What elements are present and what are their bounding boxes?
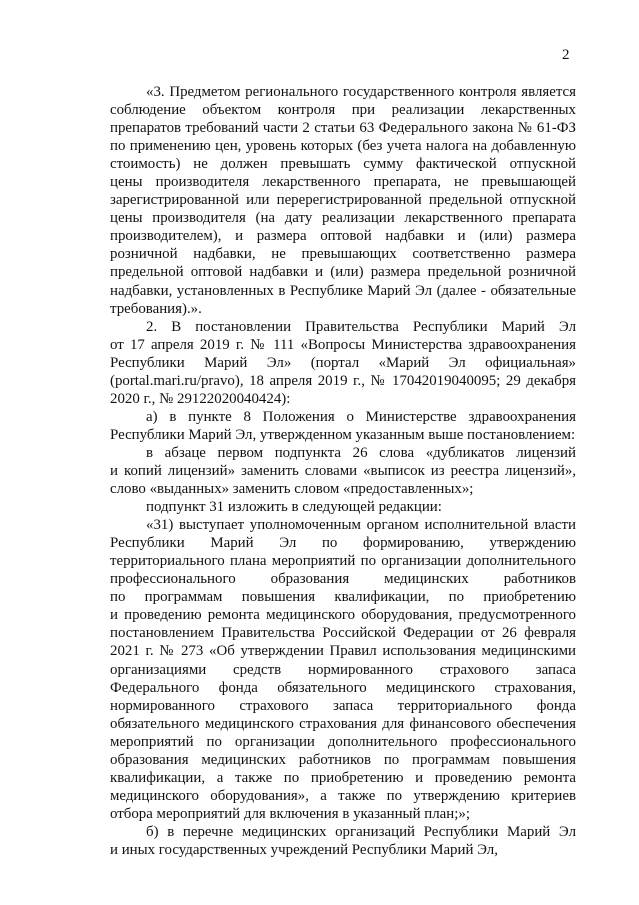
text-line: 2. В постановлении Правительства Республики Марий Эл: [146, 318, 576, 335]
text-line: стоимость) не должен превышать сумму фактической отпускной: [110, 156, 576, 173]
text-line: обязательного медицинского страхования для финансового обеспечения: [110, 715, 576, 732]
text-line: Республики Марий Эл по формированию, утверждению: [110, 535, 576, 552]
text-line: цены производителя (на дату реализации лекарственного препарата: [110, 210, 576, 227]
text-line: квалификации, а также по приобретению и проведению ремонта: [110, 769, 576, 786]
text-line: и иных государственных учреждений Республики Марий Эл,: [110, 841, 498, 858]
text-line: производителем), и размера оптовой надбавки и (или) размера: [110, 228, 576, 245]
text-line: Республики Марий Эл» (портал «Марий Эл официальная»: [110, 354, 576, 371]
document-body: [110, 83, 576, 859]
paragraph: [110, 498, 576, 516]
text-line: б) в перечне медицинских организаций Республики Марий Эл: [146, 823, 576, 840]
paragraph: [110, 83, 576, 318]
text-line: и проведению ремонта медицинского оборудования, предусмотренного: [110, 607, 576, 624]
text-line: Республики Марий Эл, утвержденном указанным выше постановлением:: [110, 426, 576, 443]
text-line: организациями средств нормированного страхового запаса: [110, 661, 576, 678]
paragraph: [110, 444, 576, 498]
text-line: территориального плана мероприятий по организации дополнительного: [110, 553, 576, 570]
text-line: зарегистрированной или перерегистрированной предельной отпускной: [110, 192, 576, 209]
paragraph: [110, 823, 576, 859]
text-line: 2020 г., № 29122020040424):: [110, 390, 291, 407]
text-line: 2021 г. № 273 «Об утверждении Правил использования медицинскими: [110, 643, 576, 660]
text-line: и копий лицензий» заменить словами «выписок из реестра лицензий»,: [110, 462, 576, 479]
paragraph: [110, 408, 576, 444]
paragraph: [110, 516, 576, 823]
text-line: «3. Предметом регионального государственного контроля является: [146, 84, 576, 100]
paragraph: [110, 318, 576, 408]
text-line: цены производителя лекарственного препарата, не превышающей: [110, 174, 576, 191]
text-line: розничной надбавки, не превышающих соответственно размера: [110, 246, 576, 263]
text-line: образования медицинских работников по программам повышения: [110, 751, 576, 768]
text-line: постановлением Правительства Российской Федерации от 26 февраля: [110, 625, 576, 642]
text-line: соблюдение объектом контроля при реализации лекарственных: [110, 102, 576, 119]
text-line: требования).».: [110, 300, 202, 317]
text-line: а) в пункте 8 Положения о Министерстве здравоохранения: [146, 408, 576, 425]
text-line: медицинского оборудования», а также по утверждению критериев: [110, 787, 576, 804]
page-number: 2: [562, 47, 570, 63]
text-line: предельной оптовой надбавки и (или) размера предельной розничной: [110, 264, 576, 281]
text-line: препаратов требований части 2 статьи 63 Федерального закона № 61-ФЗ: [110, 120, 576, 137]
text-line: (portal.mari.ru/pravo), 18 апреля 2019 г., № 17042019040095; 29 декабря: [110, 372, 576, 389]
text-line: надбавки, установленных в Республике Марий Эл (далее - обязательные: [110, 282, 576, 299]
text-line: по применению цен, уровень которых (без учета налога на добавленную: [110, 138, 576, 155]
text-line: профессионального образования медицинских работников: [110, 571, 576, 588]
text-line: слово «выданных» заменить словом «предоставленных»;: [110, 481, 474, 498]
text-line: в абзаце первом подпункта 26 слова «дубликатов лицензий: [146, 444, 576, 461]
text-line: нормированного страхового запаса территориального фонда: [110, 697, 576, 714]
text-line: по программам повышения квалификации, по приобретению: [110, 589, 576, 606]
text-line: отбора мероприятий для включения в указанный план;»;: [110, 805, 470, 822]
text-line: Федерального фонда обязательного медицинского страхования,: [110, 679, 576, 696]
text-line: мероприятий по организации дополнительного профессионального: [110, 733, 576, 750]
text-line: от 17 апреля 2019 г. № 111 «Вопросы Министерства здравоохранения: [110, 336, 576, 353]
text-line: «31) выступает уполномоченным органом исполнительной власти: [146, 517, 576, 534]
text-line: подпункт 31 изложить в следующей редакции:: [146, 499, 442, 516]
